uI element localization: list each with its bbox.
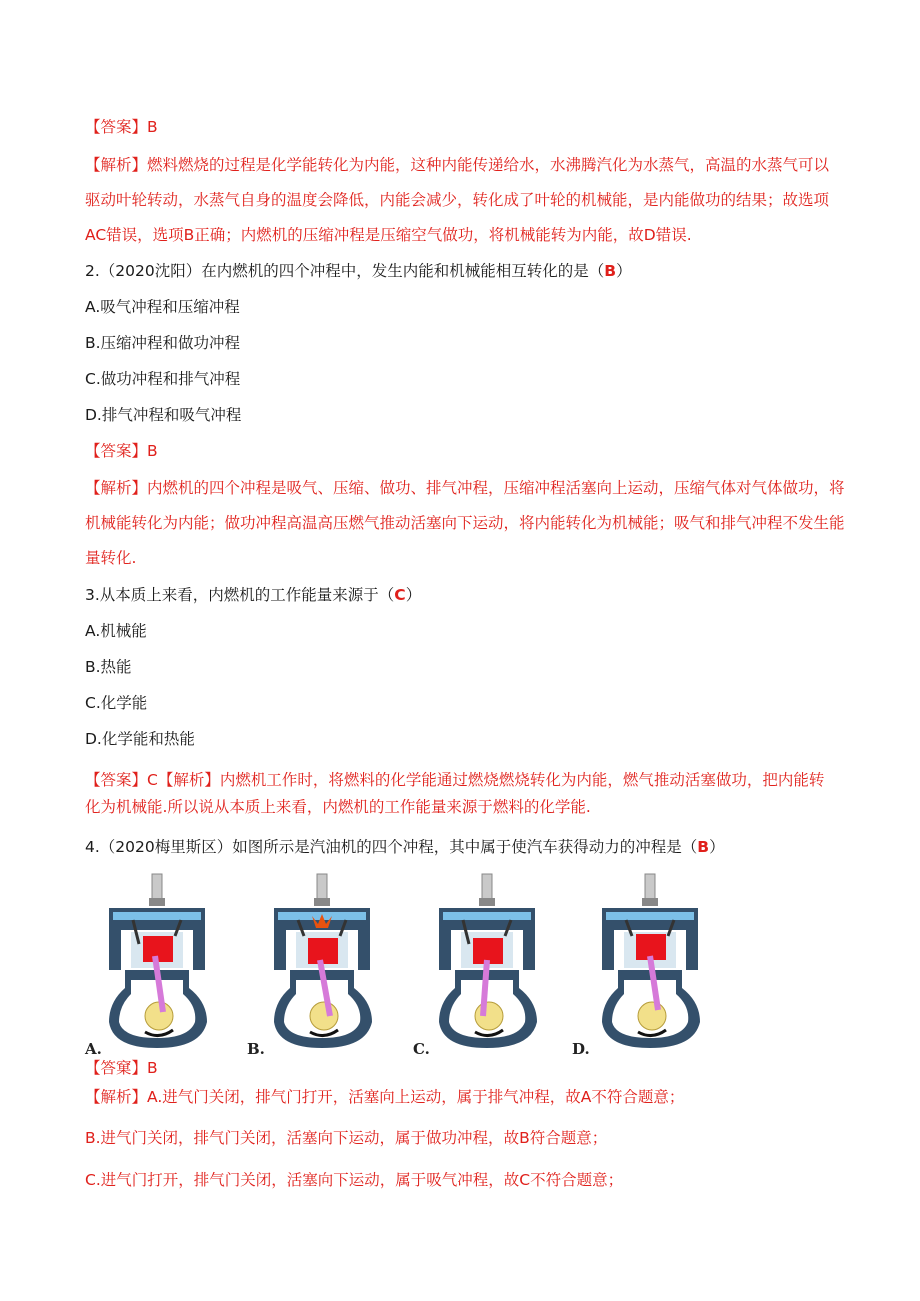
- question-2-close: ）: [616, 262, 632, 280]
- engine-figure-a: [97, 872, 237, 1050]
- question-3-answer: C: [394, 586, 406, 604]
- engine-figure-b: [262, 872, 402, 1050]
- question-4-close: ）: [709, 838, 725, 856]
- figure-label-b: B.: [247, 1040, 265, 1058]
- analysis-2-line-1: 【解析】内燃机的四个冲程是吸气、压缩、做功、排气冲程，压缩冲程活塞向上运动，压缩气体对气体做功，将: [85, 479, 845, 497]
- analysis-2-line-3: 量转化.: [85, 549, 137, 567]
- question-2-option-a: A.吸气冲程和压缩冲程: [85, 298, 240, 316]
- question-2-option-b: B.压缩冲程和做功冲程: [85, 334, 241, 352]
- engine-figure-c: [427, 872, 567, 1050]
- engine-diagram: [439, 874, 537, 1048]
- question-3: [85, 585, 855, 605]
- question-3-text: 3.从本质上来看，内燃机的工作能量来源于（: [85, 586, 395, 604]
- answer-analysis-3-line-1: 【答案】C【解析】内燃机工作时，将燃料的化学能通过燃烧燃烧转化为内能，燃气推动活塞做功，把内能转: [85, 771, 825, 789]
- engine-diagram: [109, 874, 207, 1048]
- question-4: [85, 837, 855, 857]
- engine-figure-d: [590, 872, 730, 1050]
- question-3-option-c: C.化学能: [85, 694, 148, 712]
- analysis-1-line-2: 驱动叶轮转动，水蒸气自身的温度会降低，内能会减少，转化成了叶轮的机械能，是内能做功的结果；故选项: [85, 191, 830, 209]
- question-2-option-d: D.排气冲程和吸气冲程: [85, 406, 242, 424]
- answer-analysis-3-line-2: 化为机械能.所以说从本质上来看，内燃机的工作能量来源于燃料的化学能.: [85, 798, 591, 816]
- analysis-4-line-2: B.进气门关闭，排气门关闭，活塞向下运动，属于做功冲程，故B符合题意；: [85, 1129, 608, 1147]
- engine-diagram: [274, 874, 372, 1048]
- analysis-4-line-3: C.进气门打开，排气门关闭，活塞向下运动，属于吸气冲程，故C不符合题意；: [85, 1171, 624, 1189]
- question-3-option-d: D.化学能和热能: [85, 730, 195, 748]
- analysis-4-line-1: 【解析】A.进气门关闭，排气门打开，活塞向上运动，属于排气冲程，故A不符合题意；: [85, 1088, 685, 1106]
- question-3-option-b: B.热能: [85, 658, 132, 676]
- engine-diagram: [602, 874, 700, 1048]
- figure-label-c: C.: [413, 1040, 430, 1058]
- question-2-text: 2.（2020沈阳）在内燃机的四个冲程中，发生内能和机械能相互转化的是（: [85, 262, 605, 280]
- answer-4: 【答窠】B: [85, 1059, 158, 1077]
- analysis-2-line-2: 机械能转化为内能；做功冲程高温高压燃气推动活塞向下运动，将内能转化为机械能；吸气和排气冲程不发生能: [85, 514, 845, 532]
- question-2: [85, 261, 855, 281]
- question-3-option-a: A.机械能: [85, 622, 147, 640]
- analysis-1-line-1: 【解析】燃料燃烧的过程是化学能转化为内能，这种内能传递给水，水沸腾汽化为水蒸气，高温的水蒸气可以: [85, 156, 830, 174]
- analysis-1-line-3: AC错误，选项B正确；内燃机的压缩冲程是压缩空气做功，将机械能转为内能，故D错误.: [85, 226, 692, 244]
- answer-2: 【答案】B: [85, 442, 158, 460]
- figure-label-a: A.: [85, 1040, 102, 1058]
- figure-label-d: D.: [572, 1040, 590, 1058]
- question-3-close: ）: [405, 586, 422, 604]
- question-2-answer: B: [604, 262, 617, 280]
- answer-1: 【答案】B: [85, 118, 158, 136]
- question-4-text: 4.（2020梅里斯区）如图所示是汽油机的四个冲程，其中属于使汽车获得动力的冲程是（: [85, 838, 698, 856]
- question-4-answer: B: [697, 838, 710, 856]
- question-2-option-c: C.做功冲程和排气冲程: [85, 370, 241, 388]
